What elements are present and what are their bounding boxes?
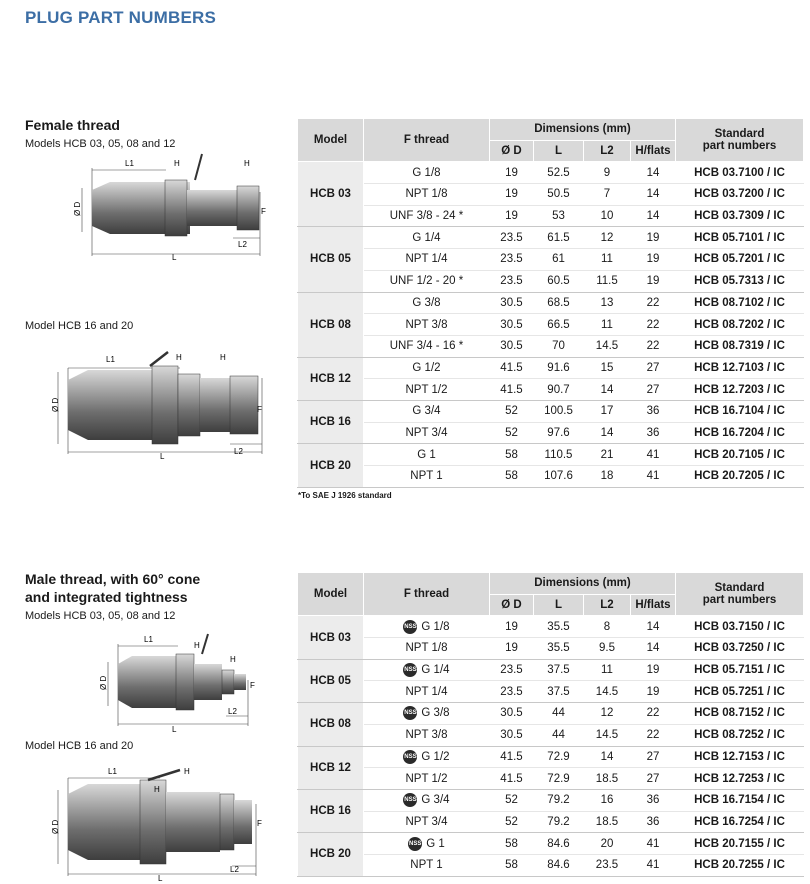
dim-l-cell: 44 [534,703,584,725]
dim-l-cell: 97.6 [534,422,584,444]
model-cell: HCB 08 [298,703,364,746]
dim-l-cell: 61.5 [534,227,584,249]
part-number-cell: HCB 20.7105 / IC [676,444,804,466]
male-drawing1-l: L [172,725,177,734]
male-drawing2-h2: H [184,767,190,776]
thread-cell [364,292,490,314]
thread-cell [364,227,490,249]
header-part-numbers: part numbers [702,594,777,607]
male-drawing2-l2: L2 [230,865,239,874]
thread-cell [364,270,490,292]
header-l2: L2 [584,594,631,616]
dim-h-cell: 19 [631,270,676,292]
header-part-numbers: part numbers [702,140,777,153]
dim-h-cell: 22 [631,335,676,357]
dim-l2-cell: 12 [584,227,631,249]
dim-d-cell: 58 [490,833,534,855]
dim-l-cell: 52.5 [534,162,584,184]
thread-label: G 3/8 [421,707,450,720]
dim-h-cell: 41 [631,466,676,488]
table-row [298,270,804,292]
table-row [298,400,804,422]
dim-d-cell: 30.5 [490,724,534,746]
table-row [298,292,804,314]
header-model: Model [298,119,364,162]
thread-label: G 3/4 [421,794,450,807]
female-plug-drawing-small [70,152,275,260]
thread-label: UNF 1/2 - 20 * [389,275,464,288]
thread-cell [364,746,490,768]
thread-cell [364,768,490,790]
male-drawing1-h2: H [230,655,236,664]
dim-h-cell: 41 [631,854,676,876]
male-models-subtitle: Models HCB 03, 05, 08 and 12 [25,610,176,622]
table-row [298,703,804,725]
dim-d-cell: 41.5 [490,357,534,379]
model-cell: HCB 03 [298,616,364,659]
thread-cell [364,162,490,184]
thread-label: UNF 3/8 - 24 * [389,210,464,223]
model-cell: HCB 12 [298,357,364,400]
thread-label: NPT 1 [410,470,443,483]
dim-h-cell: 19 [631,681,676,703]
dim-h-cell: 14 [631,162,676,184]
dim-l2-cell: 23.5 [584,854,631,876]
dim-d-cell: 23.5 [490,227,534,249]
dim-l2-cell: 16 [584,789,631,811]
thread-cell [364,314,490,336]
female-drawing2-f: F [257,405,262,414]
table-row [298,681,804,703]
dim-d-cell: 30.5 [490,292,534,314]
model-cell: HCB 08 [298,292,364,357]
dim-l2-cell: 18.5 [584,768,631,790]
female-plug-drawing-large [52,348,277,460]
dim-l2-cell: 10 [584,205,631,227]
dim-l-cell: 72.9 [534,768,584,790]
thread-cell [364,205,490,227]
footnote: *To SAE J 1926 standard [298,491,392,500]
female-drawing1-l2: L2 [238,240,247,249]
model-cell: HCB 16 [298,789,364,832]
male-drawing1-l1: L1 [144,635,153,644]
dim-l2-cell: 12 [584,703,631,725]
model-cell: HCB 05 [298,659,364,702]
dim-l-cell: 44 [534,724,584,746]
cone-seal-badge-icon: NSS [403,793,417,807]
thread-label: NPT 3/4 [405,426,448,439]
thread-label: NPT 1/4 [405,253,448,266]
dim-h-cell: 27 [631,357,676,379]
dim-l-cell: 72.9 [534,746,584,768]
thread-label: NPT 1/8 [405,188,448,201]
dim-h-cell: 19 [631,227,676,249]
dim-d-cell: 41.5 [490,379,534,401]
dim-d-cell: 52 [490,400,534,422]
thread-cell [364,444,490,466]
thread-label: G 1/8 [412,166,441,179]
thread-cell [364,789,490,811]
dim-h-cell: 22 [631,314,676,336]
part-number-cell: HCB 12.7203 / IC [676,379,804,401]
thread-cell [364,400,490,422]
dim-d-cell: 23.5 [490,249,534,271]
thread-cell [364,184,490,206]
table-row [298,746,804,768]
dim-h-cell: 19 [631,249,676,271]
male-drawing1-f: F [250,681,255,690]
part-number-cell: HCB 16.7154 / IC [676,789,804,811]
thread-label: G 1/2 [412,361,441,374]
dim-l-cell: 35.5 [534,638,584,660]
dim-l-cell: 35.5 [534,616,584,638]
dim-d-cell: 19 [490,638,534,660]
model-cell: HCB 20 [298,833,364,876]
dim-l2-cell: 9 [584,162,631,184]
dim-l-cell: 91.6 [534,357,584,379]
male-drawing2-f: F [257,819,262,828]
dim-l2-cell: 11 [584,314,631,336]
dim-d-cell: 30.5 [490,314,534,336]
female-drawing1-l1: L1 [125,159,134,168]
part-number-cell: HCB 05.7101 / IC [676,227,804,249]
dim-l-cell: 79.2 [534,789,584,811]
cone-seal-badge-icon: NSS [403,706,417,720]
thread-cell [364,466,490,488]
header-d: Ø D [490,594,534,616]
thread-cell [364,659,490,681]
model-cell: HCB 20 [298,444,364,487]
dim-d-cell: 52 [490,422,534,444]
dim-d-cell: 41.5 [490,746,534,768]
dim-d-cell: 23.5 [490,270,534,292]
header-l: L [534,594,584,616]
dim-l2-cell: 21 [584,444,631,466]
dim-h-cell: 27 [631,379,676,401]
dim-l-cell: 53 [534,205,584,227]
thread-label: NPT 1/4 [405,685,448,698]
part-number-cell: HCB 08.7202 / IC [676,314,804,336]
thread-label: G 1/4 [421,664,450,677]
header-h: H/flats [631,594,676,616]
part-number-cell: HCB 16.7254 / IC [676,811,804,833]
female-drawing2-d: Ø D [51,397,60,412]
dim-d-cell: 30.5 [490,703,534,725]
female-drawing1-d: Ø D [73,201,82,216]
male-drawing1-d: Ø D [99,675,108,690]
table-row [298,768,804,790]
dim-h-cell: 41 [631,833,676,855]
header-l: L [534,140,584,162]
part-number-cell: HCB 03.7250 / IC [676,638,804,660]
male-models-subtitle-2: Model HCB 16 and 20 [25,740,134,752]
dim-d-cell: 58 [490,854,534,876]
thread-cell [364,379,490,401]
female-models-subtitle-2: Model HCB 16 and 20 [25,320,134,332]
dim-l2-cell: 15 [584,357,631,379]
female-drawing2-l2: L2 [234,447,243,456]
thread-label: G 1 [426,837,445,850]
part-number-cell: HCB 08.7102 / IC [676,292,804,314]
thread-label: NPT 3/8 [405,318,448,331]
dim-l2-cell: 14.5 [584,724,631,746]
dim-d-cell: 52 [490,789,534,811]
dim-d-cell: 19 [490,162,534,184]
part-number-cell: HCB 12.7103 / IC [676,357,804,379]
thread-cell [364,422,490,444]
male-drawing2-l1: L1 [108,767,117,776]
header-standard: Standard [714,582,765,595]
female-drawing2-h1: H [176,353,182,362]
part-number-cell: HCB 20.7205 / IC [676,466,804,488]
dim-l-cell: 61 [534,249,584,271]
female-drawing1-l: L [172,253,177,262]
part-number-cell: HCB 03.7150 / IC [676,616,804,638]
thread-label: G 1 [417,448,436,461]
part-number-cell: HCB 12.7153 / IC [676,746,804,768]
thread-cell [364,357,490,379]
header-d: Ø D [490,140,534,162]
thread-cell [364,335,490,357]
header-l2: L2 [584,140,631,162]
dim-d-cell: 19 [490,184,534,206]
table-row [298,789,804,811]
page-title: PLUG PART NUMBERS [25,8,217,27]
dim-h-cell: 22 [631,724,676,746]
part-number-cell: HCB 08.7252 / IC [676,724,804,746]
dim-l2-cell: 14 [584,422,631,444]
table-row [298,833,804,855]
thread-label: G 1/4 [412,231,441,244]
thread-cell [364,724,490,746]
header-h: H/flats [631,140,676,162]
thread-cell [364,833,490,855]
cone-seal-badge-icon: NSS [403,620,417,634]
thread-label: G 3/8 [412,296,441,309]
dim-l-cell: 70 [534,335,584,357]
dim-h-cell: 22 [631,703,676,725]
female-drawing1-h2: H [244,159,250,168]
dim-h-cell: 36 [631,422,676,444]
dim-d-cell: 41.5 [490,768,534,790]
female-thread-table [297,118,804,488]
dim-l2-cell: 14 [584,379,631,401]
cone-seal-badge-icon: NSS [403,750,417,764]
male-thread-table [297,572,804,877]
part-number-cell: HCB 03.7309 / IC [676,205,804,227]
dim-d-cell: 23.5 [490,659,534,681]
table-row [298,205,804,227]
dim-h-cell: 14 [631,205,676,227]
dim-l2-cell: 11 [584,659,631,681]
table-row [298,314,804,336]
dim-l2-cell: 14 [584,746,631,768]
dim-l2-cell: 7 [584,184,631,206]
dim-l2-cell: 18.5 [584,811,631,833]
dim-d-cell: 30.5 [490,335,534,357]
dim-h-cell: 27 [631,746,676,768]
table-row [298,335,804,357]
dim-l-cell: 60.5 [534,270,584,292]
table-row [298,422,804,444]
male-drawing1-l2: L2 [228,707,237,716]
model-cell: HCB 16 [298,400,364,443]
dim-l2-cell: 14.5 [584,335,631,357]
model-cell: HCB 12 [298,746,364,789]
thread-cell [364,703,490,725]
dim-l-cell: 79.2 [534,811,584,833]
dim-h-cell: 19 [631,659,676,681]
header-standard-part-numbers [676,573,804,616]
dim-l2-cell: 18 [584,466,631,488]
dim-l2-cell: 8 [584,616,631,638]
header-dimensions: Dimensions (mm) [490,119,676,141]
part-number-cell: HCB 16.7104 / IC [676,400,804,422]
dim-d-cell: 19 [490,205,534,227]
cone-seal-badge-icon: NSS [403,663,417,677]
table-row [298,249,804,271]
dim-l-cell: 107.6 [534,466,584,488]
thread-cell [364,249,490,271]
female-drawing2-l1: L1 [106,355,115,364]
part-number-cell: HCB 05.7151 / IC [676,659,804,681]
female-models-subtitle: Models HCB 03, 05, 08 and 12 [25,138,176,150]
header-thread: F thread [364,573,490,616]
dim-l-cell: 84.6 [534,854,584,876]
dim-l-cell: 37.5 [534,659,584,681]
model-cell: HCB 03 [298,162,364,227]
dim-h-cell: 14 [631,638,676,660]
dim-d-cell: 58 [490,444,534,466]
dim-l-cell: 68.5 [534,292,584,314]
male-drawing2-l: L [158,874,163,883]
table-row [298,811,804,833]
dim-h-cell: 14 [631,184,676,206]
thread-label: G 1/8 [421,620,450,633]
part-number-cell: HCB 05.7201 / IC [676,249,804,271]
table-row [298,227,804,249]
table-row [298,466,804,488]
dim-l2-cell: 17 [584,400,631,422]
dim-l2-cell: 9.5 [584,638,631,660]
part-number-cell: HCB 05.7251 / IC [676,681,804,703]
thread-cell [364,638,490,660]
thread-label: NPT 1 [410,859,443,872]
part-number-cell: HCB 16.7204 / IC [676,422,804,444]
thread-label: G 1/2 [421,750,450,763]
dim-h-cell: 36 [631,789,676,811]
dim-h-cell: 14 [631,616,676,638]
table-row [298,616,804,638]
male-plug-drawing-large [52,764,272,882]
male-plug-drawing-small [100,628,260,732]
dim-h-cell: 27 [631,768,676,790]
thread-cell [364,616,490,638]
dim-l2-cell: 14.5 [584,681,631,703]
thread-label: NPT 3/8 [405,729,448,742]
header-model: Model [298,573,364,616]
part-number-cell: HCB 12.7253 / IC [676,768,804,790]
part-number-cell: HCB 08.7152 / IC [676,703,804,725]
part-number-cell: HCB 20.7255 / IC [676,854,804,876]
dim-d-cell: 52 [490,811,534,833]
dim-h-cell: 41 [631,444,676,466]
female-drawing2-l: L [160,452,165,461]
dim-h-cell: 36 [631,400,676,422]
dim-l-cell: 110.5 [534,444,584,466]
dim-l-cell: 50.5 [534,184,584,206]
thread-label: NPT 1/2 [405,383,448,396]
part-number-cell: HCB 03.7100 / IC [676,162,804,184]
part-number-cell: HCB 08.7319 / IC [676,335,804,357]
female-section-title: Female thread [25,117,120,133]
dim-d-cell: 23.5 [490,681,534,703]
dim-h-cell: 22 [631,292,676,314]
thread-cell [364,681,490,703]
dim-l2-cell: 13 [584,292,631,314]
dim-l2-cell: 11.5 [584,270,631,292]
dim-l-cell: 90.7 [534,379,584,401]
part-number-cell: HCB 05.7313 / IC [676,270,804,292]
dim-h-cell: 36 [631,811,676,833]
table-row [298,444,804,466]
dim-l-cell: 84.6 [534,833,584,855]
table-row [298,638,804,660]
male-section-title-line1: Male thread, with 60° cone [25,571,201,587]
table-row [298,357,804,379]
header-standard-part-numbers [676,119,804,162]
table-row [298,724,804,746]
female-drawing2-h2: H [220,353,226,362]
male-drawing2-h1: H [154,785,160,794]
part-number-cell: HCB 03.7200 / IC [676,184,804,206]
thread-label: G 3/4 [412,405,441,418]
dim-l2-cell: 20 [584,833,631,855]
table-row [298,659,804,681]
dim-l-cell: 37.5 [534,681,584,703]
part-number-cell: HCB 20.7155 / IC [676,833,804,855]
thread-label: NPT 1/8 [405,642,448,655]
dim-l2-cell: 11 [584,249,631,271]
thread-label: NPT 3/4 [405,815,448,828]
thread-label: UNF 3/4 - 16 * [389,340,464,353]
dim-d-cell: 19 [490,616,534,638]
table-row [298,184,804,206]
cone-seal-badge-icon: NSS [408,837,422,851]
male-drawing2-d: Ø D [51,819,60,834]
thread-label: NPT 1/2 [405,772,448,785]
male-section-title-line2: and integrated tightness [25,589,188,605]
thread-cell [364,811,490,833]
dim-l-cell: 66.5 [534,314,584,336]
dim-d-cell: 58 [490,466,534,488]
thread-cell [364,854,490,876]
header-thread: F thread [364,119,490,162]
header-dimensions: Dimensions (mm) [490,573,676,595]
table-row [298,379,804,401]
male-drawing1-h1: H [194,641,200,650]
table-row [298,162,804,184]
dim-l-cell: 100.5 [534,400,584,422]
table-row [298,854,804,876]
header-standard: Standard [714,128,765,141]
female-drawing1-f: F [261,207,266,216]
model-cell: HCB 05 [298,227,364,292]
female-drawing1-h1: H [174,159,180,168]
